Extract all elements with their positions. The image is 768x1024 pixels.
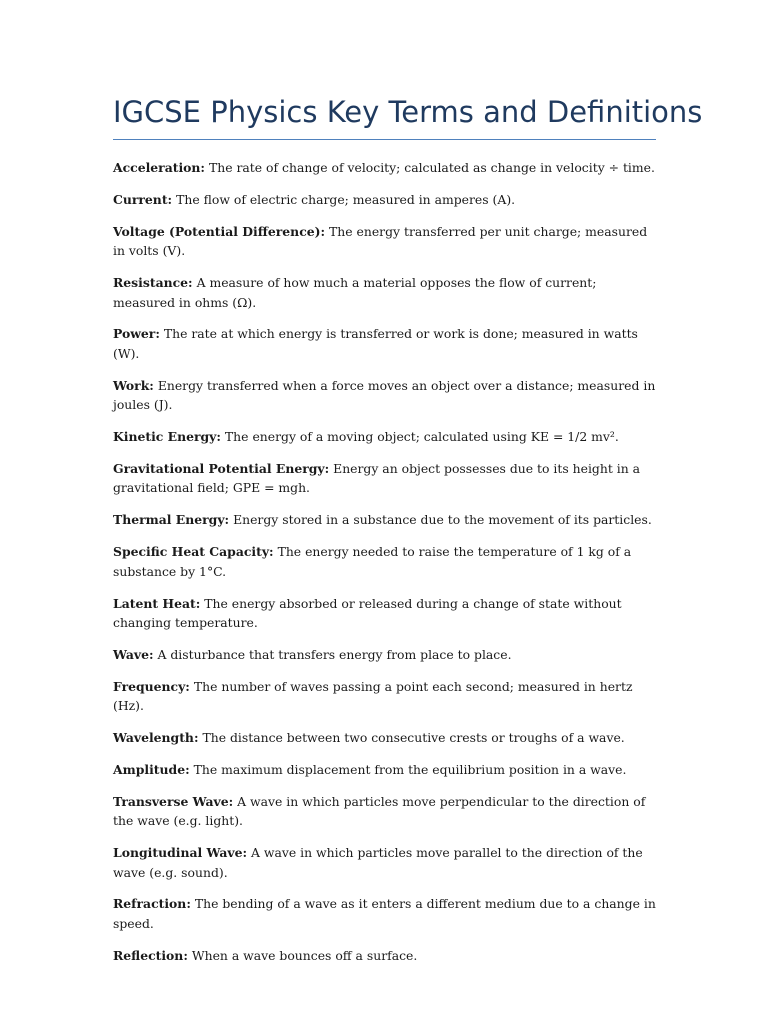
term-definition: The flow of electric charge; measured in amperes (A).	[176, 191, 516, 207]
term-name: Voltage (Potential Difference):	[113, 223, 326, 239]
term-current	[113, 190, 656, 209]
title-underline	[113, 139, 656, 140]
term-transverse-wave	[113, 792, 656, 831]
term-name: Wavelength:	[113, 730, 199, 746]
term-voltage	[113, 222, 656, 261]
term-definition: The bending of a wave as it enters a different medium due to a change in speed.	[113, 896, 656, 931]
term-definition: The number of waves passing a point each second; measured in hertz (Hz).	[113, 678, 633, 714]
term-wave	[113, 645, 656, 664]
term-acceleration	[113, 158, 656, 177]
term-name: Wave:	[113, 646, 154, 662]
term-name: Resistance:	[113, 275, 193, 291]
term-definition: The rate of change of velocity; calculated as change in velocity ÷ time.	[208, 160, 655, 175]
term-definition: Energy an object possesses due to its height in a gravitational field; GPE = mgh.	[113, 460, 640, 496]
term-name: Power:	[113, 326, 160, 342]
term-longitudinal-wave	[113, 843, 656, 882]
term-name: Frequency:	[113, 678, 190, 694]
term-definition: The energy needed to raise the temperature of 1 kg of a substance by 1°C.	[113, 544, 632, 579]
term-definition: The distance between two consecutive crests or troughs of a wave.	[202, 730, 625, 746]
term-amplitude	[113, 760, 656, 779]
term-resistance	[113, 273, 656, 312]
term-name: Longitudinal Wave:	[113, 845, 248, 861]
page-title: IGCSE Physics Key Terms and Definitions	[113, 95, 703, 129]
term-definition: A wave in which particles move perpendicular to the direction of the wave (e.g. light).	[113, 793, 646, 829]
term-frequency	[113, 677, 656, 716]
term-refraction	[113, 894, 656, 933]
term-definition: Energy transferred when a force moves an object over a distance; measured in joules (J).	[113, 377, 656, 413]
term-name: Current:	[113, 191, 173, 207]
term-definition: A disturbance that transfers energy from place to place.	[157, 646, 512, 662]
term-definition: The energy absorbed or released during a change of state without changing temperature.	[113, 595, 622, 630]
term-name: Work:	[113, 377, 154, 393]
term-definition: The energy of a moving object; calculated using KE = 1/2 mv².	[224, 429, 619, 445]
term-name: Transverse Wave:	[113, 793, 234, 809]
term-power	[113, 324, 656, 363]
term-list	[113, 158, 656, 978]
term-name: Specific Heat Capacity:	[113, 544, 274, 560]
term-wavelength	[113, 728, 656, 747]
term-definition: A measure of how much a material opposes the flow of current; measured in ohms (Ω).	[113, 275, 597, 310]
term-thermal-energy	[113, 510, 656, 529]
term-definition: The rate at which energy is transferred or work is done; measured in watts (W).	[113, 326, 638, 361]
term-definition: When a wave bounces off a surface.	[191, 947, 418, 963]
term-specific-heat-capacity	[113, 542, 656, 581]
term-definition: Energy stored in a substance due to the movement of its particles.	[233, 512, 652, 528]
term-reflection	[113, 946, 656, 965]
term-latent-heat	[113, 594, 656, 633]
term-name: Amplitude:	[113, 761, 190, 777]
term-kinetic-energy	[113, 427, 656, 446]
term-name: Gravitational Potential Energy:	[113, 460, 330, 476]
term-definition: The energy transferred per unit charge; measured in volts (V).	[113, 223, 648, 259]
term-name: Reflection:	[113, 947, 188, 963]
term-name: Refraction:	[113, 896, 191, 912]
term-definition: A wave in which particles move parallel to the direction of the wave (e.g. sound).	[113, 845, 643, 880]
term-definition: The maximum displacement from the equilibrium position in a wave.	[193, 761, 627, 777]
term-work	[113, 376, 656, 415]
term-name: Acceleration:	[113, 160, 206, 175]
term-gravitational-potential-energy	[113, 459, 656, 498]
term-name: Latent Heat:	[113, 595, 201, 611]
term-name: Thermal Energy:	[113, 512, 230, 528]
term-name: Kinetic Energy:	[113, 429, 221, 445]
